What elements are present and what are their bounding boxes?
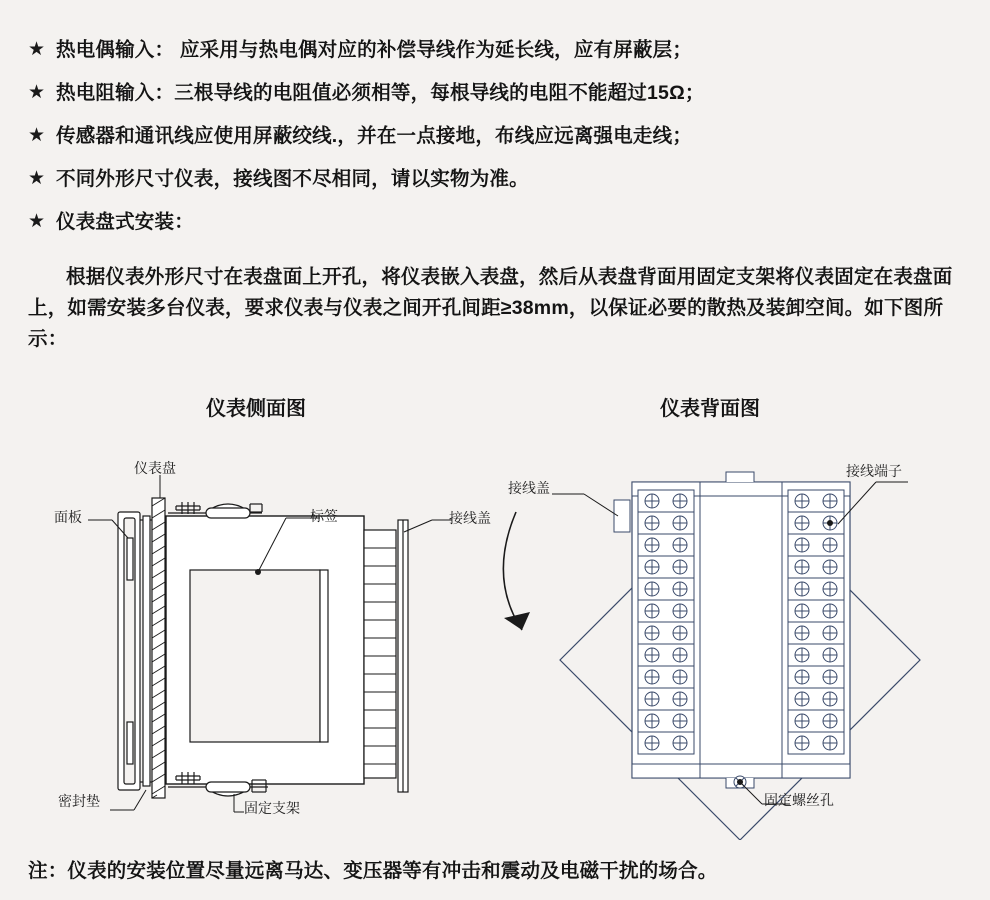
figure-title-back: 仪表背面图 [660, 398, 760, 420]
label-screw-hole: 固定螺丝孔 [764, 792, 834, 808]
star-icon: ★ [28, 211, 46, 232]
label-front-panel: 面板 [54, 509, 82, 525]
star-icon: ★ [28, 39, 46, 60]
label-wiring-cover-side: 接线盖 [449, 510, 491, 526]
figure-title-side: 仪表侧面图 [206, 398, 306, 420]
list-item-label: 传感器和通讯线应使用屏蔽绞线.，并在一点接地，布线应远离强电走线； [56, 125, 693, 147]
star-icon: ★ [28, 168, 46, 189]
bullet-list [0, 36, 990, 251]
list-item-label: 仪表盘式安装： [56, 211, 194, 233]
side-view-group [88, 475, 452, 812]
diagram-area [0, 420, 990, 840]
list-item [0, 122, 990, 152]
installation-paragraph: 根据仪表外形尺寸在表盘面上开孔，将仪表嵌入表盘，然后从表盘背面用固定支架将仪表固定在表盘面上，如需安装多台仪表，要求仪表与仪表之间开孔间距≥38mm，以保证必要的散热及装卸空间。如下图所示： [28, 266, 953, 350]
list-item [0, 79, 990, 109]
list-item [0, 165, 990, 195]
footnote: 注：仪表的安装位置尽量远离马达、变压器等有冲击和震动及电磁干扰的场合。 [28, 860, 718, 882]
list-item-label: 热电阻输入：三根导线的电阻值必须相等，每根导线的电阻不能超过15Ω； [56, 82, 705, 104]
star-icon: ★ [28, 125, 46, 146]
diagram-svg [0, 420, 990, 840]
list-item-label: 热电偶输入： 应采用与热电偶对应的补偿导线作为延长线，应有屏蔽层； [56, 39, 693, 61]
star-icon: ★ [28, 82, 46, 103]
list-item [0, 208, 990, 238]
label-fixing-bracket: 固定支架 [244, 800, 300, 816]
label-wiring-cover-back: 接线盖 [508, 480, 550, 496]
label-seal-gasket: 密封垫 [58, 793, 100, 809]
label-tag: 标签 [310, 508, 338, 524]
list-item [0, 36, 990, 66]
label-wiring-terminal: 接线端子 [846, 463, 902, 479]
back-view-group [503, 472, 920, 840]
list-item-label: 不同外形尺寸仪表，接线图不尽相同，请以实物为准。 [56, 168, 529, 190]
label-panel-board: 仪表盘 [134, 460, 176, 476]
